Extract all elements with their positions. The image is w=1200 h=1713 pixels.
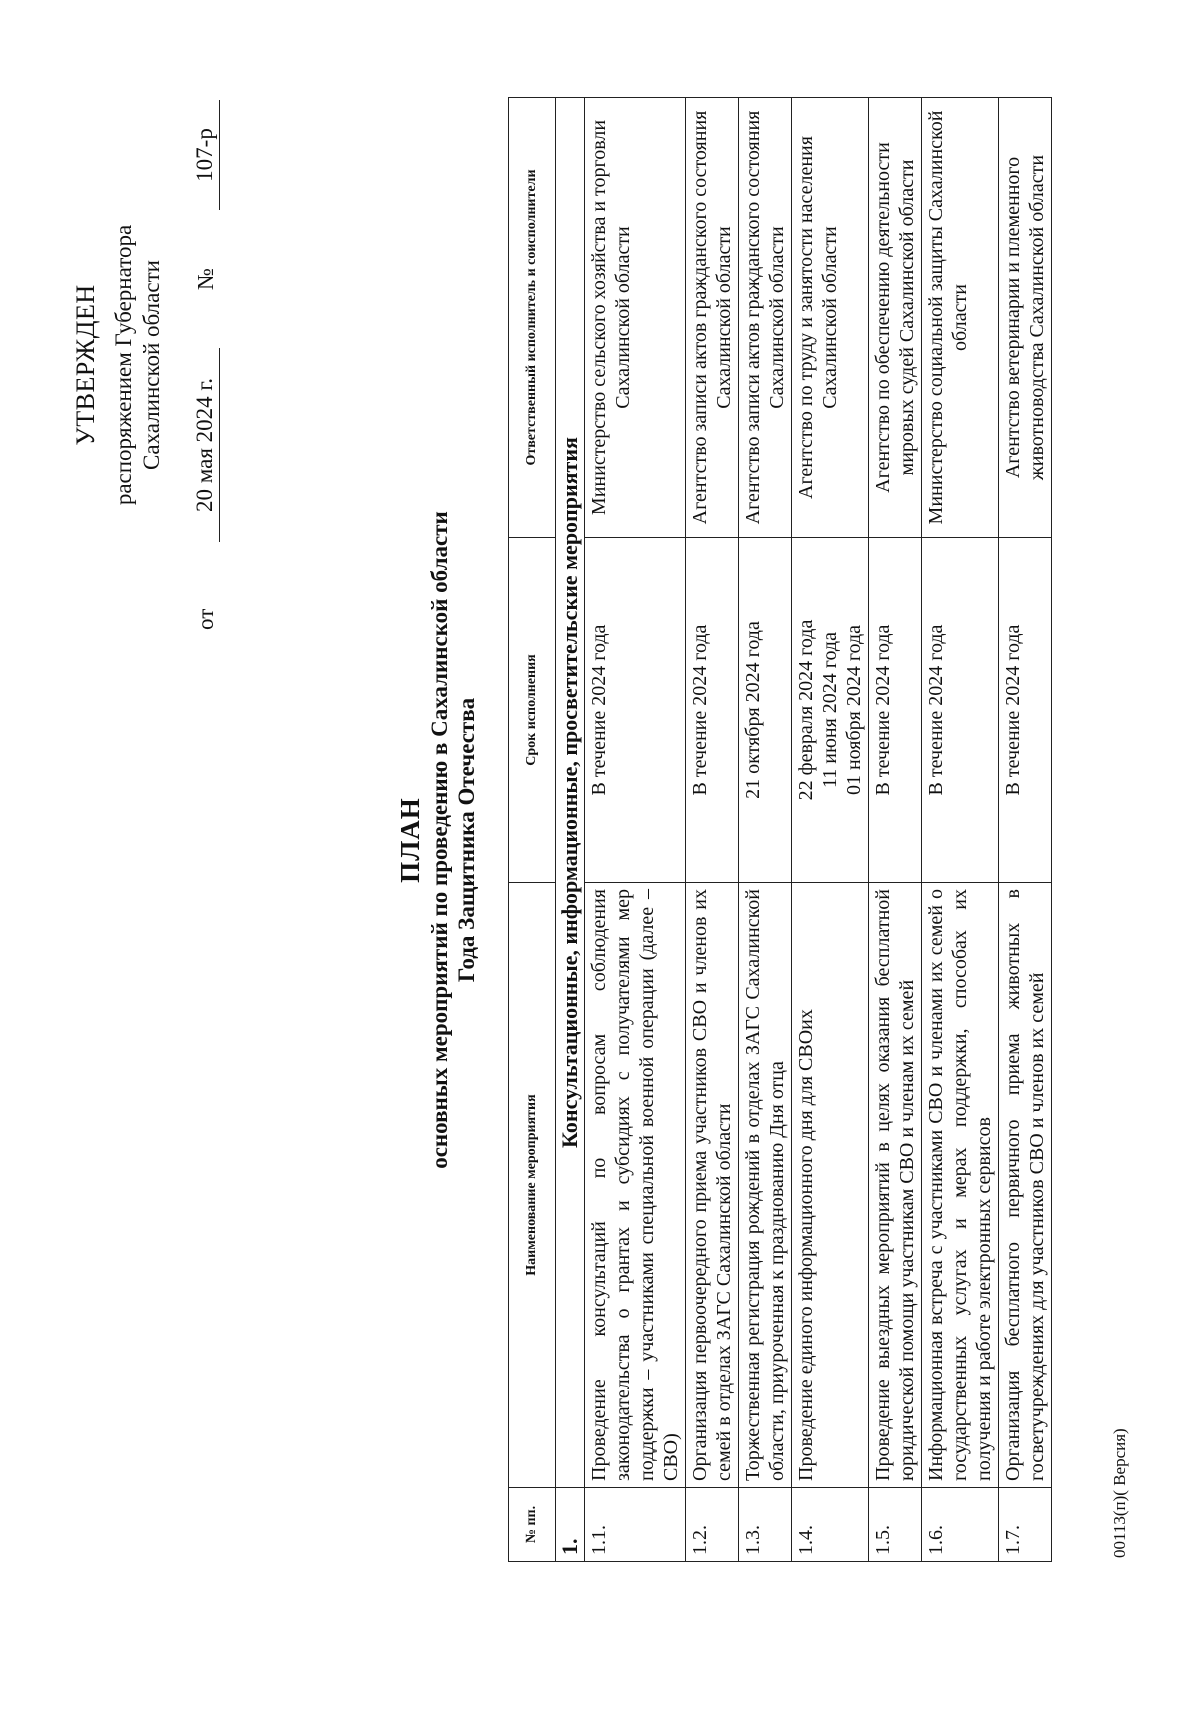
row-responsible: Агентство по обеспечению деятельности мировых судей Сахалинской области: [869, 98, 922, 538]
table-row: [585, 98, 686, 1562]
approval-date-line: [166, 100, 220, 630]
table-row: [869, 98, 922, 1562]
term-line: В течение 2024 года: [925, 624, 947, 796]
section-num: 1.: [556, 1488, 585, 1562]
row-num: 1.2.: [686, 1488, 739, 1562]
approval-heading: УТВЕРЖДЕН: [71, 284, 100, 446]
plan-table: [508, 97, 1052, 1562]
term-line: 01 ноября 2024 года: [843, 624, 865, 796]
row-num: 1.7.: [999, 1488, 1052, 1562]
row-name: Проведение консультаций по вопросам соблюдения законодательства о грантах и субсидиях с получателями мер поддержки – участниками специальной военной операции (далее – СВО): [585, 883, 686, 1488]
row-name: Информационная встреча с участниками СВО и членами их семей о государственных услугах и мерах поддержки, способах их получения и работе электронных сервисов: [922, 883, 999, 1488]
rotated-page: [40, 40, 1160, 1640]
row-num: 1.5.: [869, 1488, 922, 1562]
header-term: Срок исполнения: [509, 538, 556, 883]
term-line: 22 февраля 2024 года: [795, 619, 817, 801]
row-responsible: Министерство социальной защиты Сахалинской области: [922, 98, 999, 538]
row-term: [585, 538, 686, 883]
row-name: Проведение выездных мероприятий в целях оказания бесплатной юридической помощи участникам СВО и членам их семей: [869, 883, 922, 1488]
row-term: [792, 538, 869, 883]
row-num: 1.3.: [739, 1488, 792, 1562]
row-name: Организация первоочередного приема участников СВО и членов их семей в отделах ЗАГС Сахалинской области: [686, 883, 739, 1488]
row-term: [869, 538, 922, 883]
row-term: [686, 538, 739, 883]
row-responsible: Агентство ветеринарии и племенного животноводства Сахалинской области: [999, 98, 1052, 538]
date-prefix: от: [193, 608, 218, 630]
number-sign: №: [193, 268, 218, 290]
row-term: [739, 538, 792, 883]
title-line-2: основных мероприятий по проведению в Сахалинской области: [427, 511, 452, 1169]
section-row: [556, 98, 585, 1562]
approval-line-2: Сахалинской области: [139, 260, 164, 470]
row-responsible: Агентство записи актов гражданского состояния Сахалинской области: [686, 98, 739, 538]
table-header-row: [509, 98, 556, 1562]
title-line-3: Года Защитника Отечества: [454, 697, 479, 983]
row-responsible: Министерство сельского хозяйства и торговли Сахалинской области: [585, 98, 686, 538]
section-title: Консультационные, информационные, просветительские мероприятия: [556, 98, 585, 1488]
term-line: 21 октября 2024 года: [742, 621, 764, 799]
term-line: В течение 2024 года: [872, 624, 894, 796]
approval-number: 107-р: [191, 100, 220, 210]
row-num: 1.4.: [792, 1488, 869, 1562]
term-line: В течение 2024 года: [588, 624, 610, 796]
header-name: Наименование мероприятия: [509, 883, 556, 1488]
row-responsible: Агентство записи актов гражданского состояния Сахалинской области: [739, 98, 792, 538]
footer-code: 00113(п)( Версия): [1110, 1428, 1129, 1558]
approval-stamp: [72, 100, 220, 630]
row-name: Торжественная регистрация рождений в отделах ЗАГС Сахалинской области, приуроченная к празднованию Дня отца: [739, 883, 792, 1488]
document-title: [395, 300, 480, 1380]
approval-date: 20 мая 2024 г.: [191, 348, 220, 542]
row-term: [922, 538, 999, 883]
table-row: [686, 98, 739, 1562]
header-num: № пп.: [509, 1488, 556, 1562]
approval-line-1: распоряжением Губернатора: [111, 224, 136, 506]
row-term: [999, 538, 1052, 883]
row-num: 1.1.: [585, 1488, 686, 1562]
table-row: [922, 98, 999, 1562]
term-line: 11 июня 2024 года: [819, 632, 841, 788]
table-row: [999, 98, 1052, 1562]
term-line: В течение 2024 года: [1002, 624, 1024, 796]
row-responsible: Агентство по труду и занятости населения Сахалинской области: [792, 98, 869, 538]
row-num: 1.6.: [922, 1488, 999, 1562]
term-line: В течение 2024 года: [689, 624, 711, 796]
table-row: [739, 98, 792, 1562]
header-resp: Ответственный исполнитель и соисполнители: [509, 98, 556, 538]
table-row: [792, 98, 869, 1562]
row-name: Организация бесплатного первичного приема животных в госветучреждениях для участников СВО и членов их семей: [999, 883, 1052, 1488]
title-main: ПЛАН: [395, 797, 425, 883]
row-name: Проведение единого информационного дня для СВОих: [792, 883, 869, 1488]
